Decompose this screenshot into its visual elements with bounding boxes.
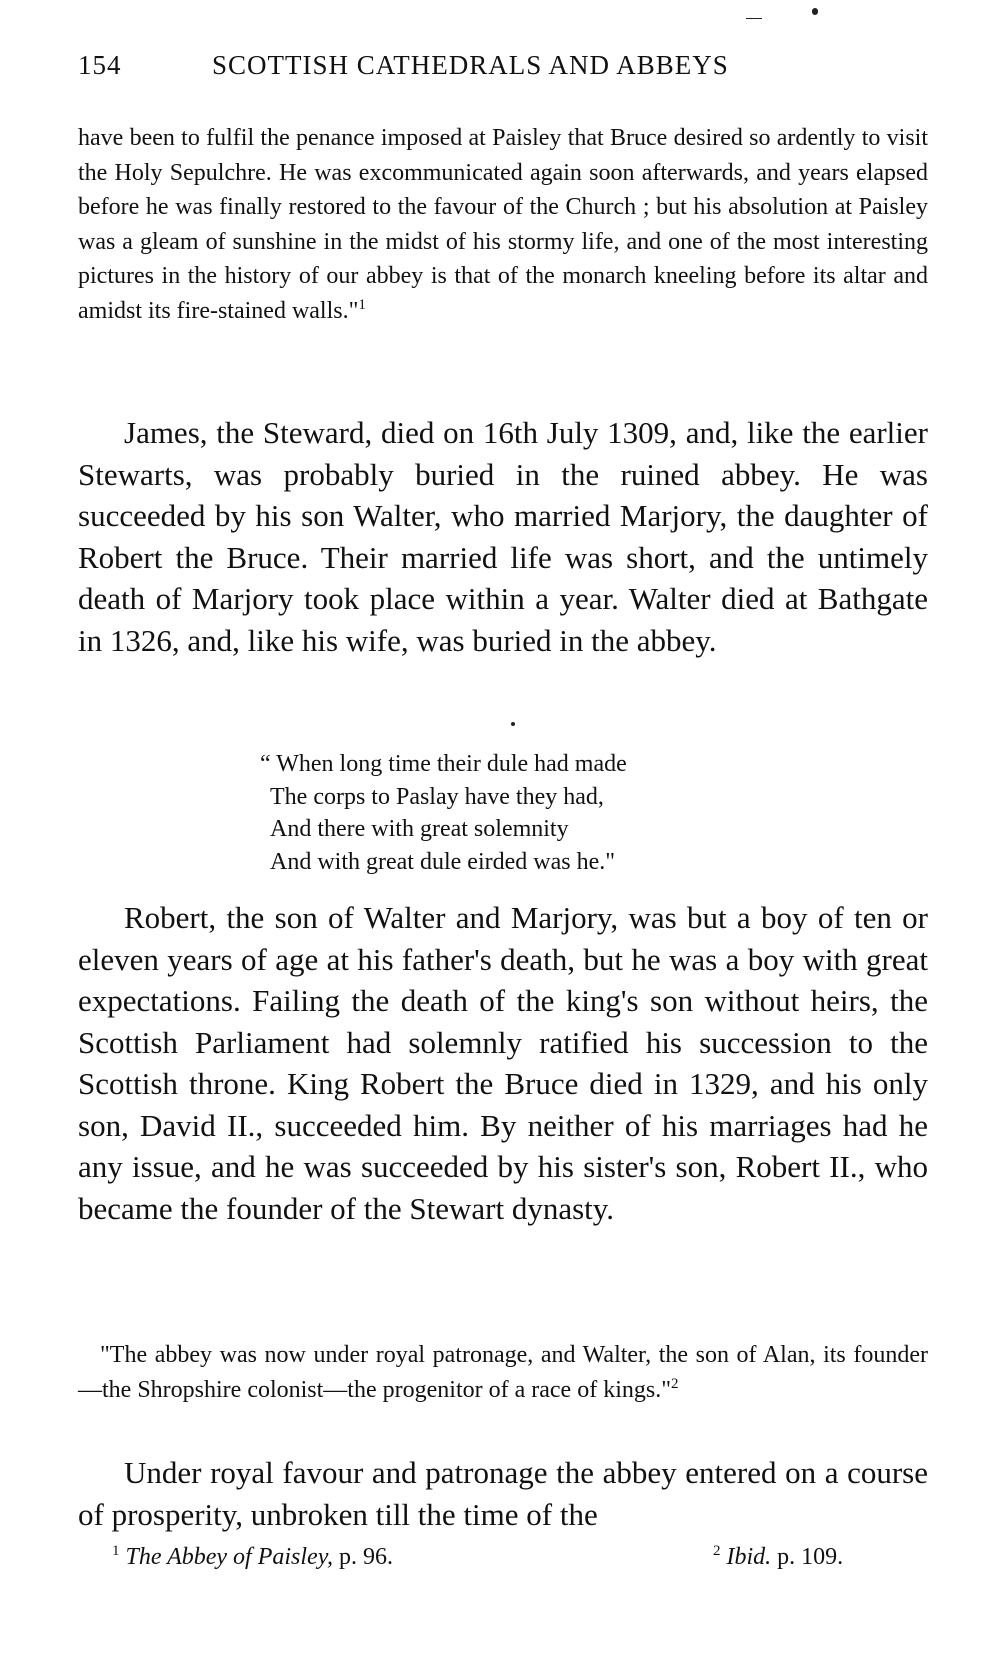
page-number: 154 [78,50,122,80]
block-quote-2 [78,1338,928,1407]
running-title: SCOTTISH CATHEDRALS AND ABBEYS [212,50,729,80]
quote-1-text: have been to fulfil the penance imposed at Paisley that Bruce desired so ardently to visit the Holy Sepulchre. He was excommunicated again soon afterwards, and years elapsed before he was finally restored to the favour of the Church ; but his absolution at Paisley was a gleam of sunshine in the midst of his stormy life, and one of the most interesting pictures in the history of our abbey is that of the monarch kneeling before its altar and amidst its fire-stained walls." [78,125,928,324]
verse-quotation [260,748,627,878]
footnote-2-number: 2 [713,1543,721,1559]
footnote-1-source: The Abbey of Paisley, [125,1544,334,1570]
paragraph-3: Under royal favour and patronage the abbey entered on a course of prosperity, unbroken till the time of the [78,1455,928,1532]
block-quote-1 [78,121,928,329]
verse-line-4: And with great dule eirded was he." [270,848,616,875]
ink-dash-mark [746,18,762,19]
footnote-2-page: p. 109. [777,1544,844,1570]
footnote-2 [713,1544,843,1571]
paragraph-2: Robert, the son of Walter and Marjory, was but a boy of ten or eleven years of age at his father's death, but he was a boy with great expectations. Failing the death of the king's son without heirs, the Scottish Parliament had solemnly ratified his succession to the Scottish throne. King Robert the Bruce died in 1329, and his only son, David II., succeeded him. By neither of his marriages had he any issue, and he was succeeded by his sister's son, Robert II., who became the founder of the Stewart dynasty. [78,900,928,1226]
footnote-ref-1: 1 [358,296,366,313]
verse-line-2: The corps to Paslay have they had, [270,783,604,810]
ink-speck-mark [511,722,515,726]
ink-dot-mark [812,8,818,15]
footnote-ref-2: 2 [671,1375,679,1392]
quote-2-text: "The abbey was now under royal patronage, and Walter, the son of Alan, its founder—the Shropshire colonist—the progenitor of a race of kings." [78,1342,928,1403]
footnote-1-page: p. 96. [339,1544,394,1570]
footnote-1 [112,1544,393,1571]
page-header [78,50,928,90]
verse-line-1: “ When long time their dule had made [260,751,627,777]
footnotes [78,1544,928,1578]
footnote-2-source: Ibid. [726,1544,772,1570]
verse-line-3: And there with great solemnity [270,816,569,842]
paragraph-1: James, the Steward, died on 16th July 1309, and, like the earlier Stewarts, was probably buried in the ruined abbey. He was succeeded by his son Walter, who married Marjory, the daughter of Robert the Bruce. Their married life was short, and the untimely death of Marjory took place within a year. Walter died at Bathgate in 1326, and, like his wife, was buried in the abbey. [78,415,928,658]
footnote-1-number: 1 [112,1543,120,1559]
